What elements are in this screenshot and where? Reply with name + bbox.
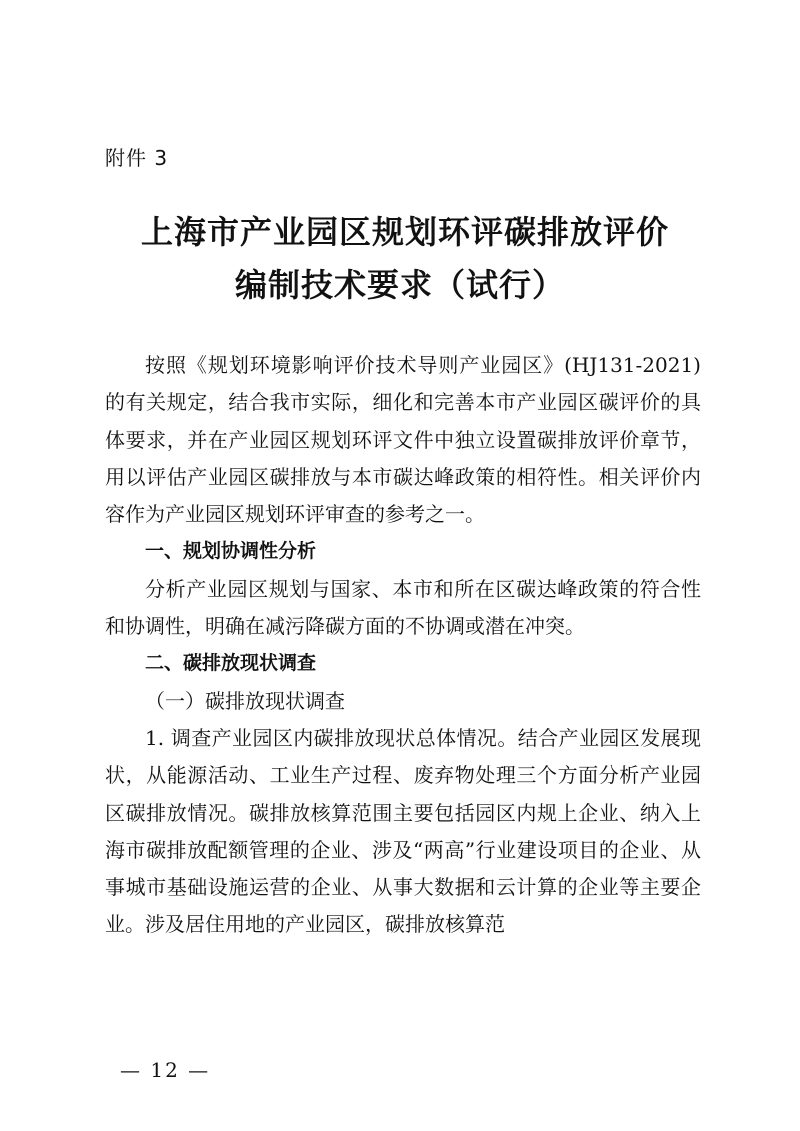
section-2-item-1: 1. 调查产业园区内碳排放现状总体情况。结合产业园区发展现状，从能源活动、工业生产过程、废弃物处理三个方面分析产业园区碳排放情况。碳排放核算范围主要包括园区内规上企业、纳入上海市碳排放配额管理的企业、涉及“两高”行业建设项目的企业、从事城市基础设施运营的企业、从事大数据和云计算的企业等主要企业。涉及居住用地的产业园区，碳排放核算范 bbox=[105, 725, 701, 937]
page-number: — 12 — bbox=[120, 1058, 211, 1082]
section-1-paragraph: 分析产业园区规划与国家、本市和所在区碳达峰政策的符合性和协调性，明确在减污降碳方面的不协调或潜在冲突。 bbox=[105, 576, 701, 639]
section-2-subheading: （一）碳排放现状调查 bbox=[145, 688, 345, 713]
attachment-label: 附件 3 bbox=[105, 146, 169, 170]
section-heading-2: 二、碳排放现状调查 bbox=[145, 652, 317, 675]
section-heading-1: 一、规划协调性分析 bbox=[145, 540, 317, 563]
document-title-line-2: 编制技术要求（试行） bbox=[234, 266, 565, 304]
document-title-line-1: 上海市产业园区规划环评碳排放评价 bbox=[140, 213, 669, 251]
intro-paragraph: 按照《规划环境影响评价技术导则产业园区》(HJ131-2021)的有关规定，结合我市实际，细化和完善本市产业园区碳评价的具体要求，并在产业园区规划环评文件中独立设置碳排放评价章节，用以评估产业园区碳排放与本市碳达峰政策的相符性。相关评价内容作为产业园区规划环评审查的参考之一。 bbox=[105, 353, 701, 527]
document-body bbox=[105, 347, 701, 944]
